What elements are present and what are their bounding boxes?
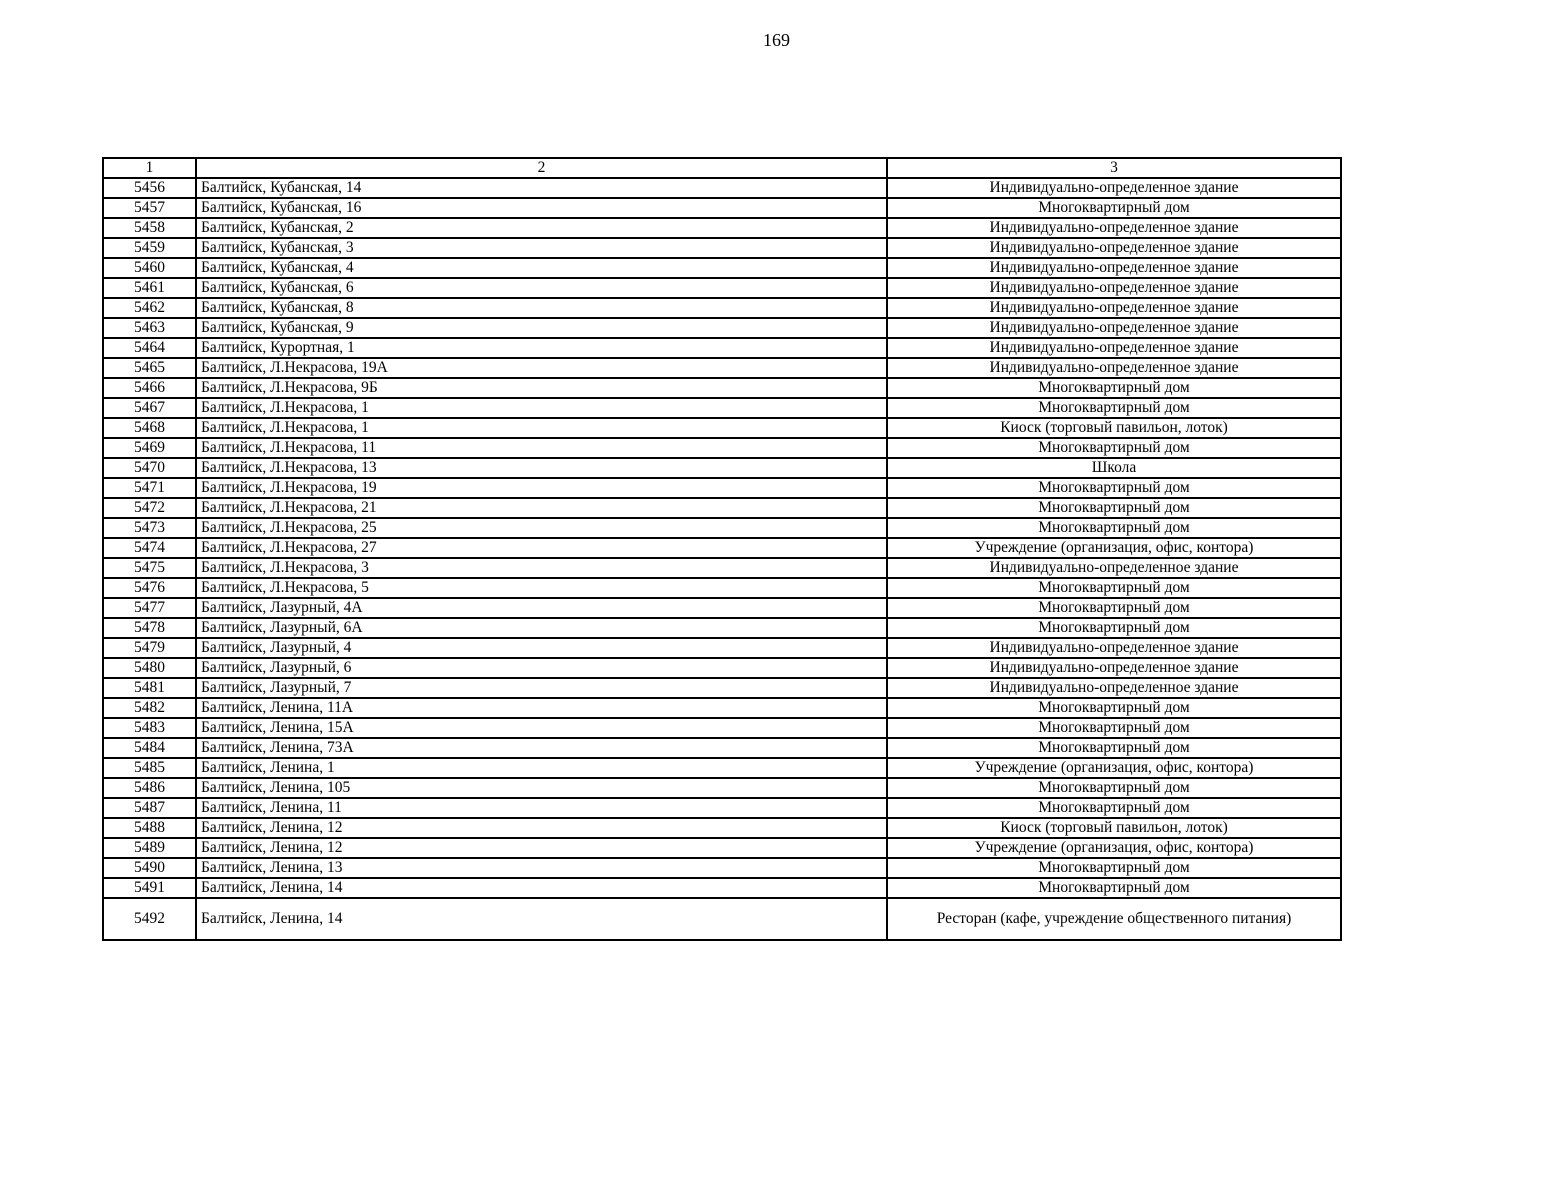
row-address: Балтийск, Лазурный, 6А — [196, 618, 887, 638]
row-object-type: Учреждение (организация, офис, контора) — [887, 538, 1341, 558]
row-address: Балтийск, Ленина, 11 — [196, 798, 887, 818]
row-object-type: Школа — [887, 458, 1341, 478]
row-number: 5481 — [103, 678, 196, 698]
row-object-type: Многоквартирный дом — [887, 878, 1341, 898]
table-row — [103, 318, 1341, 338]
row-number: 5470 — [103, 458, 196, 478]
row-object-type: Индивидуально-определенное здание — [887, 318, 1341, 338]
row-number: 5487 — [103, 798, 196, 818]
row-number: 5460 — [103, 258, 196, 278]
table-row — [103, 478, 1341, 498]
row-address: Балтийск, Ленина, 15А — [196, 718, 887, 738]
row-number: 5466 — [103, 378, 196, 398]
row-object-type: Многоквартирный дом — [887, 518, 1341, 538]
row-object-type: Учреждение (организация, офис, контора) — [887, 758, 1341, 778]
row-address: Балтийск, Лазурный, 4 — [196, 638, 887, 658]
table-row — [103, 798, 1341, 818]
row-object-type: Индивидуально-определенное здание — [887, 218, 1341, 238]
row-number: 5488 — [103, 818, 196, 838]
table-row — [103, 658, 1341, 678]
row-number: 5492 — [103, 898, 196, 940]
row-number: 5475 — [103, 558, 196, 578]
row-number: 5474 — [103, 538, 196, 558]
table-row — [103, 638, 1341, 658]
row-object-type: Многоквартирный дом — [887, 498, 1341, 518]
row-number: 5472 — [103, 498, 196, 518]
row-object-type: Многоквартирный дом — [887, 378, 1341, 398]
row-address: Балтийск, Кубанская, 8 — [196, 298, 887, 318]
header-cell-3: 3 — [887, 158, 1341, 178]
row-object-type: Многоквартирный дом — [887, 858, 1341, 878]
row-object-type: Многоквартирный дом — [887, 798, 1341, 818]
row-address: Балтийск, Лазурный, 6 — [196, 658, 887, 678]
page-number: 169 — [763, 30, 790, 50]
row-object-type: Многоквартирный дом — [887, 578, 1341, 598]
table-row — [103, 398, 1341, 418]
row-object-type: Индивидуально-определенное здание — [887, 358, 1341, 378]
row-number: 5486 — [103, 778, 196, 798]
row-number: 5482 — [103, 698, 196, 718]
row-address: Балтийск, Л.Некрасова, 19А — [196, 358, 887, 378]
row-number: 5478 — [103, 618, 196, 638]
row-address: Балтийск, Л.Некрасова, 11 — [196, 438, 887, 458]
row-address: Балтийск, Л.Некрасова, 9Б — [196, 378, 887, 398]
table-row — [103, 558, 1341, 578]
header-cell-1: 1 — [103, 158, 196, 178]
row-address: Балтийск, Л.Некрасова, 1 — [196, 398, 887, 418]
registry-table — [102, 157, 1342, 941]
table-row — [103, 358, 1341, 378]
row-object-type: Многоквартирный дом — [887, 198, 1341, 218]
table-row — [103, 738, 1341, 758]
row-number: 5465 — [103, 358, 196, 378]
row-object-type: Индивидуально-определенное здание — [887, 238, 1341, 258]
row-address: Балтийск, Ленина, 1 — [196, 758, 887, 778]
row-number: 5479 — [103, 638, 196, 658]
row-object-type: Многоквартирный дом — [887, 398, 1341, 418]
table-row — [103, 538, 1341, 558]
row-object-type: Многоквартирный дом — [887, 618, 1341, 638]
row-number: 5477 — [103, 598, 196, 618]
table-row — [103, 238, 1341, 258]
row-object-type: Учреждение (организация, офис, контора) — [887, 838, 1341, 858]
table-row — [103, 218, 1341, 238]
table-row — [103, 818, 1341, 838]
row-object-type: Индивидуально-определенное здание — [887, 658, 1341, 678]
row-number: 5476 — [103, 578, 196, 598]
table-row — [103, 418, 1341, 438]
table-row — [103, 698, 1341, 718]
row-address: Балтийск, Ленина, 73А — [196, 738, 887, 758]
row-object-type: Киоск (торговый павильон, лоток) — [887, 418, 1341, 438]
row-address: Балтийск, Л.Некрасова, 5 — [196, 578, 887, 598]
row-address: Балтийск, Л.Некрасова, 19 — [196, 478, 887, 498]
row-address: Балтийск, Кубанская, 16 — [196, 198, 887, 218]
row-number: 5456 — [103, 178, 196, 198]
table-row — [103, 718, 1341, 738]
row-address: Балтийск, Ленина, 12 — [196, 818, 887, 838]
row-object-type: Многоквартирный дом — [887, 718, 1341, 738]
table-row — [103, 438, 1341, 458]
table-row — [103, 878, 1341, 898]
row-address: Балтийск, Лазурный, 4А — [196, 598, 887, 618]
table-row — [103, 338, 1341, 358]
row-object-type: Многоквартирный дом — [887, 478, 1341, 498]
row-number: 5471 — [103, 478, 196, 498]
row-address: Балтийск, Ленина, 12 — [196, 838, 887, 858]
row-address: Балтийск, Ленина, 14 — [196, 898, 887, 940]
table-row — [103, 898, 1341, 940]
row-address: Балтийск, Л.Некрасова, 25 — [196, 518, 887, 538]
row-object-type: Индивидуально-определенное здание — [887, 258, 1341, 278]
row-number: 5483 — [103, 718, 196, 738]
row-address: Балтийск, Курортная, 1 — [196, 338, 887, 358]
row-object-type: Ресторан (кафе, учреждение общественного питания) — [887, 898, 1341, 940]
table-row — [103, 378, 1341, 398]
header-row — [103, 158, 1341, 178]
table-row — [103, 678, 1341, 698]
table-row — [103, 178, 1341, 198]
row-address: Балтийск, Кубанская, 14 — [196, 178, 887, 198]
row-number: 5461 — [103, 278, 196, 298]
row-object-type: Многоквартирный дом — [887, 778, 1341, 798]
row-number: 5485 — [103, 758, 196, 778]
row-number: 5467 — [103, 398, 196, 418]
row-number: 5462 — [103, 298, 196, 318]
row-address: Балтийск, Л.Некрасова, 21 — [196, 498, 887, 518]
row-number: 5459 — [103, 238, 196, 258]
row-object-type: Индивидуально-определенное здание — [887, 278, 1341, 298]
table-row — [103, 278, 1341, 298]
row-address: Балтийск, Лазурный, 7 — [196, 678, 887, 698]
table-row — [103, 778, 1341, 798]
row-address: Балтийск, Кубанская, 4 — [196, 258, 887, 278]
row-object-type: Киоск (торговый павильон, лоток) — [887, 818, 1341, 838]
registry-table-body — [103, 158, 1341, 940]
row-number: 5458 — [103, 218, 196, 238]
row-address: Балтийск, Кубанская, 6 — [196, 278, 887, 298]
table-row — [103, 298, 1341, 318]
table-row — [103, 498, 1341, 518]
row-address: Балтийск, Л.Некрасова, 27 — [196, 538, 887, 558]
row-number: 5473 — [103, 518, 196, 538]
row-object-type: Индивидуально-определенное здание — [887, 178, 1341, 198]
row-object-type: Индивидуально-определенное здание — [887, 298, 1341, 318]
table-row — [103, 838, 1341, 858]
row-number: 5469 — [103, 438, 196, 458]
table-row — [103, 598, 1341, 618]
table-row — [103, 858, 1341, 878]
row-object-type: Многоквартирный дом — [887, 438, 1341, 458]
row-address: Балтийск, Ленина, 14 — [196, 878, 887, 898]
row-address: Балтийск, Ленина, 105 — [196, 778, 887, 798]
row-address: Балтийск, Ленина, 13 — [196, 858, 887, 878]
row-object-type: Индивидуально-определенное здание — [887, 558, 1341, 578]
row-object-type: Многоквартирный дом — [887, 598, 1341, 618]
row-number: 5491 — [103, 878, 196, 898]
row-address: Балтийск, Л.Некрасова, 13 — [196, 458, 887, 478]
row-number: 5457 — [103, 198, 196, 218]
row-number: 5468 — [103, 418, 196, 438]
row-number: 5463 — [103, 318, 196, 338]
header-cell-2: 2 — [196, 158, 887, 178]
row-address: Балтийск, Л.Некрасова, 3 — [196, 558, 887, 578]
row-number: 5480 — [103, 658, 196, 678]
row-address: Балтийск, Кубанская, 3 — [196, 238, 887, 258]
table-row — [103, 258, 1341, 278]
row-address: Балтийск, Ленина, 11А — [196, 698, 887, 718]
row-number: 5489 — [103, 838, 196, 858]
row-number: 5490 — [103, 858, 196, 878]
row-address: Балтийск, Кубанская, 9 — [196, 318, 887, 338]
row-address: Балтийск, Кубанская, 2 — [196, 218, 887, 238]
row-number: 5484 — [103, 738, 196, 758]
row-address: Балтийск, Л.Некрасова, 1 — [196, 418, 887, 438]
table-row — [103, 758, 1341, 778]
row-object-type: Многоквартирный дом — [887, 738, 1341, 758]
row-object-type: Индивидуально-определенное здание — [887, 638, 1341, 658]
row-object-type: Многоквартирный дом — [887, 698, 1341, 718]
row-object-type: Индивидуально-определенное здание — [887, 678, 1341, 698]
row-number: 5464 — [103, 338, 196, 358]
table-row — [103, 458, 1341, 478]
table-row — [103, 198, 1341, 218]
row-object-type: Индивидуально-определенное здание — [887, 338, 1341, 358]
table-row — [103, 578, 1341, 598]
table-row — [103, 618, 1341, 638]
table-row — [103, 518, 1341, 538]
